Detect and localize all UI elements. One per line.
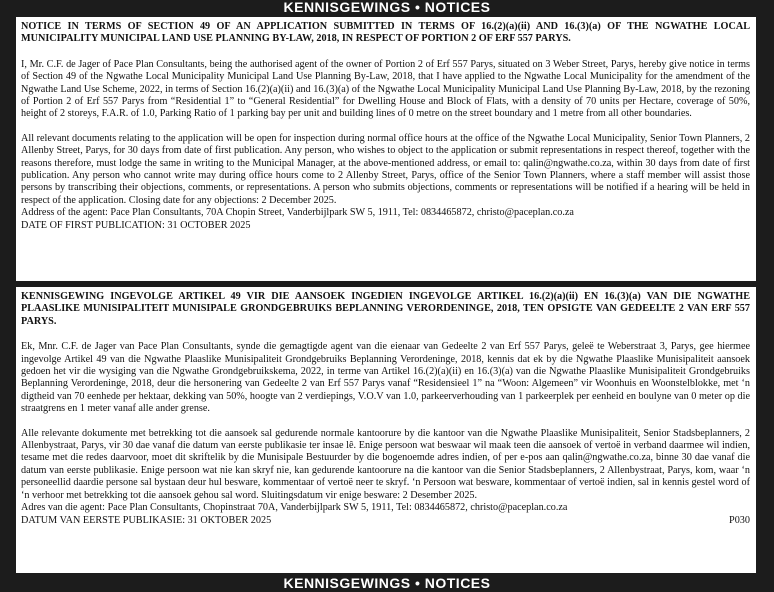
notice-paragraph: Alle relevante dokumente met betrekking tot die aansoek sal gedurende normale kantoorure by die kantoor van die Ngwathe Plaaslike Munisipaliteit, Senior Stadsbeplanners, 2 Allenbystraat, Parys, vir 30 dae vanaf die datum van eerste publikasie ter insae lê. Enige persoon wat beswaar wil maak teen die aansoek of vertoë in verband daarmee wil indien, tesame met die redes daarvoor, moet dit skriftelik by die Munisipale Bestuurder by die bogenoemde adres indien, of per e-pos aan qalin@ngwathe.co.za, binne 30 dae vanaf die datum van eerste publikasie. Enige persoon wat nie kan skryf nie, kan gedurende kantoorure na die kantoor van die Senior Stadsbeplanners, 2 Allenbystraat, Parys, kom, waar ‘n personeellid daardie persone sal bystaan deur hul besware, kommentaar of vertoë neer te skryf. ‘n Persoon wat besware, kommentaar of vertoë indien, sal in kennis gestel word of ‘n verhoor met betrekking tot die aansoek gehou sal word. Sluitingsdatum vir enige besware: 2 Desember 2025. <box>21 427 750 501</box>
notices-banner-bottom: KENNISGEWINGS • NOTICES <box>283 575 491 591</box>
footer-row <box>21 515 750 527</box>
notice-title: NOTICE IN TERMS OF SECTION 49 OF AN APPLICATION SUBMITTED IN TERMS OF 16.(2)(a)(ii) AND 16.(3)(a) OF THE NGWATHE LOCAL MUNICIPALITY MUNICIPAL LAND USE PLANNING BY-LAW, 2018, IN RESPECT OF PORTION 2 OF ERF 557 PARYS. <box>21 21 750 45</box>
notice-paragraph: All relevant documents relating to the application will be open for inspection during normal office hours at the office of the Ngwathe Local Municipality, Senior Town Planners, 2 Allenby Street, Parys, for 30 days from date of first publication. Any person, who wishes to object to the application or submit representations in respect thereof, together with the reasons therefore, must lodge the same in writing to the Municipal Manager, at the above-mentioned address, or email to: qalin@ngwathe.co.za, within 30 days from date of first publication. Any person who cannot write may during office hours come to 2 Allenby Street, Parys, office of the Senior Town Planners, where a staff member will assist those persons by transcribing their objections, comments, or representations. A person who submits objections, comments or representations will be notified if a hearing will be held in respect of the application. Closing date for any objections: 2 December 2025. <box>21 132 750 206</box>
agent-address: Adres van die agent: Pace Plan Consultants, Chopinstraat 70A, Vanderbijlpark SW 5, 1911, Tel: 0834465872, christo@paceplan.co.za <box>21 502 568 514</box>
notices-banner-top: KENNISGEWINGS • NOTICES <box>283 0 491 15</box>
notice-paragraph: I, Mr. C.F. de Jager of Pace Plan Consultants, being the authorised agent of the owner of Portion 2 of Erf 557 Parys, situated on 3 Weber Street, Parys, hereby give notice in terms of Section 49 of the Ngwathe Local Municipality Municipal Land Use Planning By-Law, 2018, that I have applied to the Ngwathe Local Municipality for the amendment of the Ngwathe Land Use Scheme, 2022, in terms of Section 16.(2)(a)(ii) and 16.(3)(a) of the Ngwathe Local Municipality Municipal Land Use Planning By-Law, 2018, by the rezoning of Portion 2 of Erf 557 Parys from “Residential 1” to “General Residential” for Dwelling House and Block of Flats, with a density of 70 units per Hectare, coverage of 50%, height of 2 storeys, F.A.R. of 1.0, Parking Ratio of 1 parking bay per unit and building lines of 0 metre on the street boundary and 1 metre from all other boundaries. <box>21 58 750 120</box>
notice-afrikaans <box>16 287 756 573</box>
reference-code: P030 <box>729 514 750 526</box>
first-publication-date: DATE OF FIRST PUBLICATION: 31 OCTOBER 2025 <box>21 219 251 231</box>
agent-address: Address of the agent: Pace Plan Consultants, 70A Chopin Street, Vanderbijlpark SW 5, 1911, Tel: 0834465872, christo@paceplan.co.za <box>21 207 574 219</box>
notice-paragraph: Ek, Mnr. C.F. de Jager van Pace Plan Consultants, synde die gemagtigde agent van die eienaar van Gedeelte 2 van Erf 557 Parys, geleë te Weberstraat 3, Parys, gee hiermee ingevolge Artikel 49 van die Ngwathe Plaaslike Munisipaliteit Grondgebruiks Beplanning Verordeninge, 2018, kennis dat ek by die Ngwathe Plaaslike Munisipaliteit aansoek gedoen het vir die wysiging van die Ngwathe Grondgebruikskema, 2022, in terme van Artikel 16.(2)(a)(ii) en 16.(3)(a) van die Ngwathe Plaaslike Munisipaliteit Grondgebruiks Beplanning Verordeninge, 2018, deur die hersonering van Gedeelte 2 van Erf 557 Parys vanaf “Residensieel 1” na “Woon: Algemeen” vir Woonhuis en Woonstelblokke, met ‘n digtheid van 70 eenhede per hektaar, dekking van 50%, hoogte van 2 verdiepings, V.O.V van 1.0, parkeerverhouding van 1 parkeerplek per eenheid en boulyne van 0 meter op die straatgrens en 1 meter vanaf alle ander grense. <box>21 341 750 415</box>
notice-english <box>16 17 756 281</box>
notice-title: KENNISGEWING INGEVOLGE ARTIKEL 49 VIR DIE AANSOEK INGEDIEN INGEVOLGE ARTIKEL 16.(2)(a)(ii) EN 16.(3)(a) VAN DIE NGWATHE PLAASLIKE MUNISIPALITEIT MUNISIPALE GRONDGEBRUIKS BEPLANNING VERORDENINGE, 2018, TEN OPSIGTE VAN GEDEELTE 2 VAN ERF 557 PARYS. <box>21 291 750 327</box>
first-publication-date: DATUM VAN EERSTE PUBLIKASIE: 31 OKTOBER 2025 <box>21 514 272 526</box>
